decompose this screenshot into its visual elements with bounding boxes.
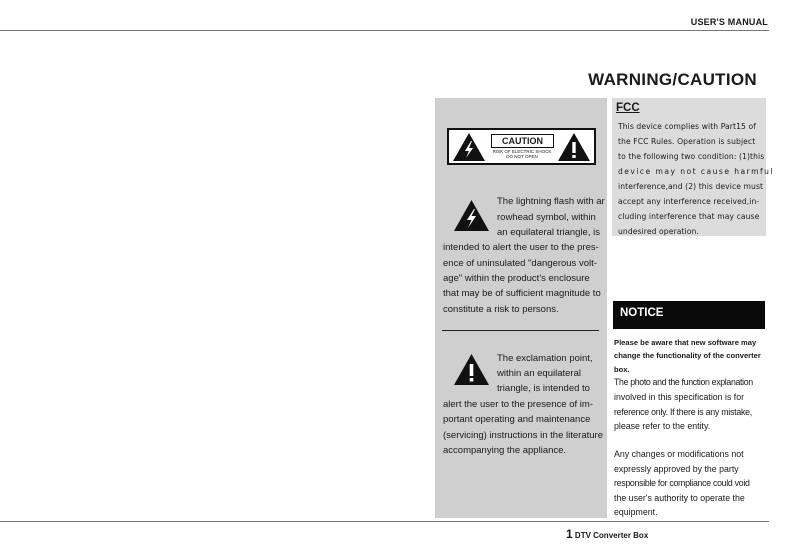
exclamation-line: triangle, is intended to — [497, 383, 590, 394]
caution-subtext-2: DO NOT OPEN — [506, 154, 538, 159]
notice-line: reference only. If there is any mistake, — [614, 407, 752, 417]
caution-word: CAUTION — [491, 134, 554, 148]
lightning-line: that may be of sufficient magnitude to — [443, 288, 601, 299]
notice-bold-line: box. — [614, 365, 630, 374]
lightning-line: rowhead symbol, within — [497, 212, 596, 223]
fcc-line: device may not cause harmful — [618, 167, 774, 176]
caution-label — [447, 128, 596, 165]
notice-line: involved in this specification is for — [614, 392, 745, 402]
section-divider — [442, 330, 599, 331]
notice-heading-bar — [613, 301, 765, 329]
exclamation-triangle-icon — [453, 353, 490, 386]
fcc-line: undesired operation. — [618, 227, 699, 236]
notice-bold-line: Please be aware that new software may — [614, 338, 757, 347]
fcc-line: cluding interference that may cause — [618, 212, 760, 221]
notice-heading: NOTICE — [620, 307, 664, 319]
page-number: 1 — [566, 527, 573, 541]
fcc-line: to the following two condition: (1)this — [618, 152, 765, 161]
exclamation-line: accompanying the appliance. — [443, 445, 567, 456]
footer — [566, 527, 648, 541]
exclamation-line: (servicing) instructions in the literature — [443, 430, 603, 441]
notice-bold-line: change the functionality of the converter — [614, 351, 761, 360]
fcc-line: This device complies with Part15 of — [618, 122, 756, 131]
notice-line: Any changes or modifications not — [614, 449, 744, 459]
fcc-line: interference,and (2) this device must — [618, 182, 764, 191]
header-rule — [0, 30, 769, 31]
exclamation-warning-icon — [557, 132, 591, 162]
footer-product: DTV Converter Box — [574, 531, 649, 540]
caution-subtext-1: RISK OF ELECTRIC SHOCK — [492, 149, 552, 154]
notice-line: the user's authority to operate the — [614, 493, 745, 503]
fcc-heading: FCC — [616, 102, 640, 114]
header-manual-label: USER'S MANUAL — [690, 17, 768, 27]
exclamation-line: within an equilateral — [497, 368, 581, 379]
exclamation-line: portant operating and maintenance — [443, 414, 591, 425]
lightning-warning-icon — [452, 132, 486, 162]
lightning-triangle-icon — [453, 199, 490, 232]
notice-line: expressly approved by the party — [614, 464, 739, 474]
notice-line: please refer to the entity. — [614, 421, 711, 431]
notice-line: The photo and the function explanation — [614, 377, 753, 387]
lightning-line: constitute a risk to persons. — [443, 304, 559, 315]
fcc-line: accept any interference received,in- — [618, 197, 760, 206]
exclamation-line: alert the user to the presence of im- — [443, 399, 593, 410]
lightning-line: intended to alert the user to the pres- — [443, 242, 599, 253]
lightning-line: an equilateral triangle, is — [497, 227, 600, 238]
exclamation-line: The exclamation point, — [497, 353, 593, 364]
lightning-line: The lightning flash with ar — [497, 196, 605, 207]
notice-line: responsible for compliance could void — [614, 478, 750, 488]
footer-rule — [0, 521, 769, 522]
fcc-line: the FCC Rules. Operation is subject — [618, 137, 756, 146]
lightning-line: ence of uninsulated "dangerous volt- — [443, 258, 597, 269]
lightning-line: age" within the product's enclosure — [443, 273, 590, 284]
page-title: WARNING/CAUTION — [588, 70, 757, 89]
notice-line: equipment. — [614, 507, 658, 517]
